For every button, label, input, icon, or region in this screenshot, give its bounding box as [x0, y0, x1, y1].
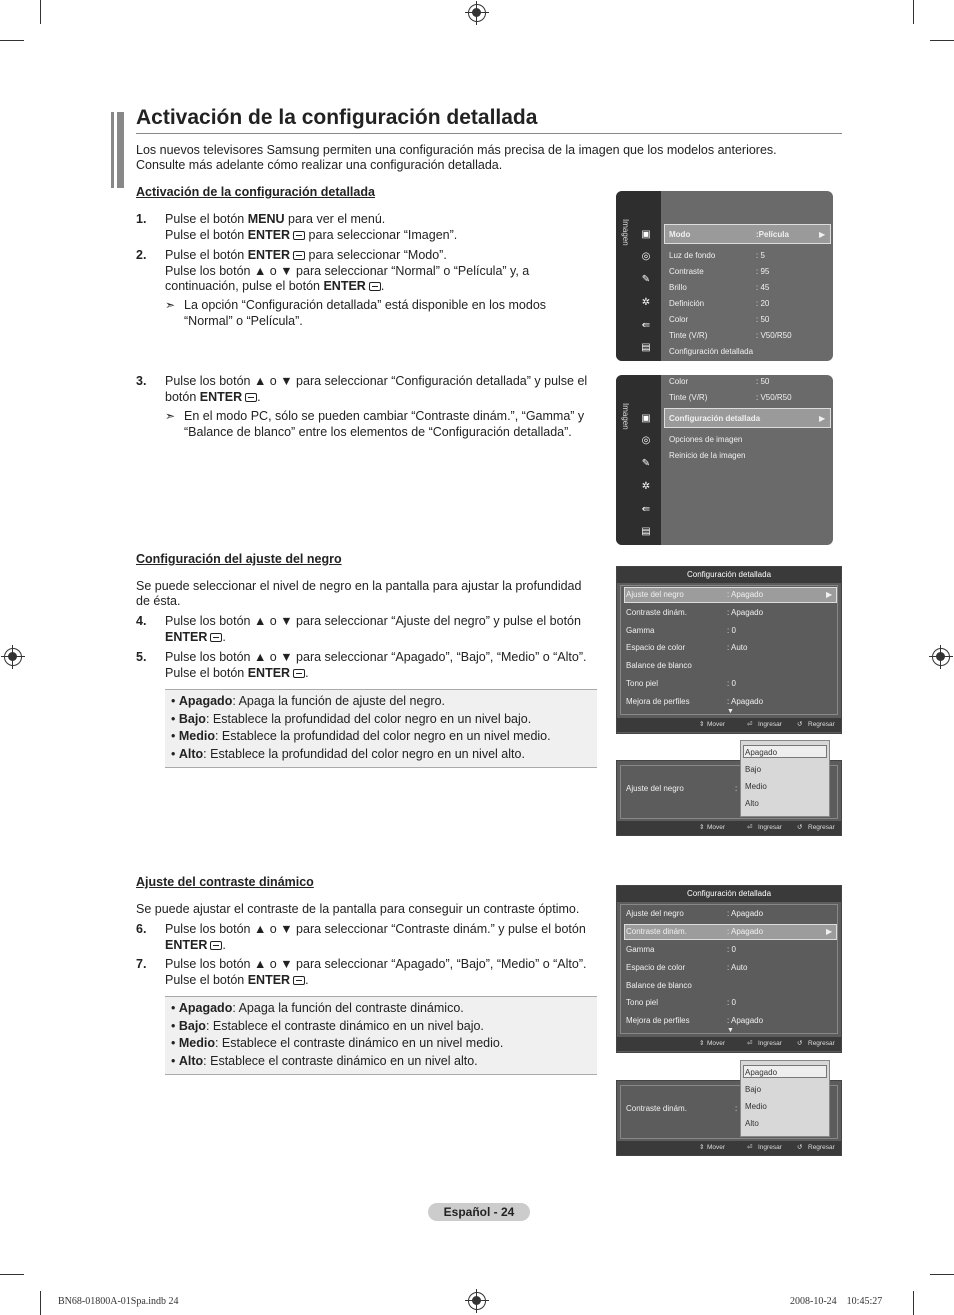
menu-row-label[interactable]: Contraste: [669, 267, 704, 276]
menu-row-label[interactable]: Tono piel: [626, 679, 659, 688]
tv-menu-screen-imagen: [616, 191, 833, 361]
step-line: continuación, pulse el botón ENTER .: [165, 279, 385, 293]
intro-text: Los nuevos televisores Samsung permiten una configuración más precisa de la imagen que los modelos anteriores. Consulte más adelante cómo realizar una configuración detallada.: [136, 143, 777, 172]
crop-mark: [40, 0, 41, 24]
bullet-item: • Alto: Establece la profundidad del color negro en un nivel alto.: [171, 747, 525, 762]
menu-row-value: : Apagado: [727, 1016, 764, 1025]
step-1: [165, 212, 605, 243]
title-rule: [136, 133, 842, 134]
footer-enter: Ingresar: [758, 824, 782, 831]
enter-icon: [293, 669, 305, 678]
step-number: 5.: [136, 650, 147, 664]
step-line: Pulse los botón ▲ o ▼ para seleccionar “Configuración detallada” y pulse el: [165, 374, 588, 388]
menu-row-label[interactable]: Contraste dinám.: [626, 608, 687, 617]
menu-row-label[interactable]: Definición: [669, 299, 705, 308]
sound-icon: ◎: [641, 251, 651, 262]
footer-back: Regresar: [808, 824, 835, 831]
step-number: 1.: [136, 212, 147, 226]
menu-sidebar: [616, 375, 661, 545]
enter-icon: [245, 393, 257, 402]
note-line: La opción “Configuración detallada” está disponible en los modos: [184, 298, 547, 312]
menu-row-label[interactable]: Reinicio de la imagen: [669, 451, 746, 460]
section-intro: [136, 579, 606, 609]
bullet-item: • Medio: Establece la profundidad del color negro en un nivel medio.: [171, 729, 551, 744]
crop-mark: [930, 1274, 954, 1275]
registration-mark-icon: [932, 648, 950, 666]
sound-icon: ◎: [641, 435, 651, 446]
menu-row-label[interactable]: Balance de blanco: [626, 661, 692, 670]
enter-icon: [293, 976, 305, 985]
step-5: [165, 650, 605, 681]
menu-row-label[interactable]: Balance de blanco: [626, 981, 692, 990]
footer-move: Mover: [707, 721, 726, 728]
menu-row-label[interactable]: Tono piel: [626, 998, 659, 1007]
intro-line: de ésta.: [136, 594, 181, 608]
step-line: Pulse el botón ENTER .: [165, 665, 309, 680]
chevron-right-icon: ▶: [826, 927, 833, 936]
menu-row-label[interactable]: Configuración detallada: [669, 347, 754, 356]
tv-menu-detailed-settings: [616, 566, 842, 734]
bullet-item: • Apagado: Apaga la función de ajuste del negro.: [171, 694, 446, 708]
dropdown-option[interactable]: Apagado: [745, 1068, 778, 1077]
menu-row-value: : 50: [756, 315, 770, 324]
print-timestamp: 2008-10-24 10:45:27: [790, 1296, 883, 1307]
input-icon: ⇚: [641, 504, 651, 515]
menu-row-value: :Película: [756, 230, 789, 239]
footer-enter: Ingresar: [758, 721, 782, 728]
channel-icon: ✎: [641, 458, 651, 469]
menu-row-label[interactable]: Color: [669, 315, 689, 324]
menu-row-value: : 20: [756, 299, 770, 308]
dropdown-option[interactable]: Bajo: [745, 1085, 762, 1094]
crop-mark: [930, 40, 954, 41]
menu-row-label[interactable]: Espacio de color: [626, 643, 686, 652]
enter-icon: [293, 231, 305, 240]
dropdown-option[interactable]: Alto: [745, 1119, 759, 1128]
section-heading: Activación de la configuración detallada: [136, 185, 375, 199]
registration-mark-icon: [468, 1292, 486, 1310]
menu-footer: [617, 821, 841, 835]
menu-row-label[interactable]: Gamma: [626, 945, 655, 954]
dropdown-options[interactable]: [740, 1060, 830, 1137]
title-bar-decoration: [114, 112, 117, 188]
menu-row-label[interactable]: Modo: [669, 230, 691, 239]
picture-icon: ▣: [641, 413, 651, 424]
menu-row-label[interactable]: Espacio de color: [626, 963, 686, 972]
menu-footer: [617, 1037, 841, 1051]
menu-row-label[interactable]: Gamma: [626, 626, 655, 635]
menu-row-value: : Apagado: [727, 697, 764, 706]
menu-vertical-label: Imagen: [621, 403, 630, 430]
step-line: Pulse los botón ▲ o ▼ para seleccionar “Apagado”, “Bajo”, “Medio” o “Alto”.: [165, 650, 587, 664]
menu-row-label[interactable]: Configuración detallada: [669, 414, 761, 423]
menu-row-value: : Auto: [727, 963, 748, 972]
footer-move: Mover: [707, 1144, 726, 1151]
bullet-item: • Bajo: Establece el contraste dinámico en un nivel bajo.: [171, 1018, 484, 1033]
setup-icon: ✲: [641, 481, 651, 492]
note-line: “Balance de blanco” entre los elementos de “Configuración detallada”.: [184, 424, 572, 439]
section-heading: Ajuste del contraste dinámico: [136, 875, 314, 889]
step-line: Pulse el botón MENU para ver el menú.: [165, 212, 386, 226]
menu-row-value: : 5: [756, 251, 765, 260]
step-number: 3.: [136, 374, 147, 388]
menu-row-value: : Apagado: [727, 590, 764, 599]
step-line: Pulse el botón ENTER para seleccionar “Modo”.: [165, 248, 447, 262]
step-6: [165, 922, 605, 953]
step-4: [165, 614, 605, 645]
menu-row-label[interactable]: Ajuste del negro: [626, 590, 684, 599]
crop-mark: [0, 40, 24, 41]
dropdown-option[interactable]: Bajo: [745, 765, 762, 774]
dropdown-option[interactable]: Medio: [745, 1102, 767, 1111]
enter-icon: [293, 251, 305, 260]
menu-row-label[interactable]: Luz de fondo: [669, 251, 716, 260]
page-title: Activación de la configuración detallada: [136, 106, 538, 129]
footer-back: Regresar: [808, 1040, 835, 1047]
step-line: ENTER .: [165, 629, 226, 644]
note-line: En el modo PC, sólo se pueden cambiar “Contraste dinám.”, “Gamma” y: [184, 409, 585, 423]
menu-row-label[interactable]: Color: [669, 377, 689, 386]
note-2: [184, 409, 609, 440]
section-heading: Configuración del ajuste del negro: [136, 552, 342, 566]
file-info: BN68-01800A-01Spa.indb 24: [58, 1296, 179, 1307]
note-1: [184, 298, 609, 329]
return-icon: ↺: [797, 824, 803, 831]
menu-row-label[interactable]: Contraste dinám.: [626, 1104, 687, 1113]
menu-vertical-label: Imagen: [621, 219, 630, 246]
tv-menu-screen-imagen-scrolled: [616, 375, 833, 545]
enter-icon: [210, 633, 222, 642]
updown-icon: ⇕: [699, 824, 705, 831]
options-box: [165, 996, 597, 1075]
footer-back: Regresar: [808, 1144, 835, 1151]
page-number-badge: Español - 24: [428, 1203, 530, 1221]
chevron-right-icon: ▶: [819, 414, 826, 423]
menu-row-label[interactable]: Opciones de imagen: [669, 435, 743, 444]
step-line: Pulse los botón ▲ o ▼ para seleccionar “Ajuste del negro” y pulse el botón: [165, 614, 581, 628]
menu-row-label[interactable]: Mejora de perfiles: [626, 697, 690, 706]
enter-icon: [369, 282, 381, 291]
application-icon: ▤: [641, 526, 651, 537]
menu-row-label[interactable]: Ajuste del negro: [626, 784, 684, 793]
return-icon: ↺: [797, 1040, 803, 1047]
setup-icon: ✲: [641, 297, 651, 308]
bullet-item: • Alto: Establece el contraste dinámico en un nivel alto.: [171, 1054, 478, 1069]
menu-row-value: : 0: [727, 945, 736, 954]
enter-icon: ⏎: [747, 1040, 753, 1047]
picture-icon: ▣: [641, 229, 651, 240]
menu-footer: [617, 1141, 841, 1155]
bullet-item: • Medio: Establece el contraste dinámico en un nivel medio.: [171, 1036, 504, 1051]
step-line: botón ENTER .: [165, 389, 261, 404]
menu-row-value: : 95: [756, 267, 770, 276]
scroll-down-icon: ▼: [727, 1027, 734, 1034]
menu-footer: [617, 718, 841, 732]
menu-row-label[interactable]: Mejora de perfiles: [626, 1016, 690, 1025]
dropdown-option[interactable]: Apagado: [745, 748, 778, 757]
step-number: 4.: [136, 614, 147, 628]
bullet-item: • Apagado: Apaga la función del contraste dinámico.: [171, 1001, 464, 1015]
enter-icon: [210, 941, 222, 950]
section-intro: Se puede ajustar el contraste de la pantalla para conseguir un contraste óptimo.: [136, 902, 580, 916]
crop-mark: [913, 0, 914, 24]
title-bar-decoration: [111, 112, 124, 188]
note-line: “Normal” o “Película”.: [184, 313, 303, 328]
step-2: [165, 248, 605, 295]
return-icon: ↺: [797, 721, 803, 728]
menu-row-value: : Apagado: [727, 909, 764, 918]
intro-line: Se puede seleccionar el nivel de negro en la pantalla para ajustar la profundidad: [136, 579, 582, 593]
channel-icon: ✎: [641, 274, 651, 285]
return-icon: ↺: [797, 1144, 803, 1151]
menu-title: Configuración detallada: [617, 886, 841, 902]
tv-menu-detailed-settings-contrast: [616, 885, 842, 1053]
updown-icon: ⇕: [699, 721, 705, 728]
note-arrow-icon: ➣: [165, 298, 176, 312]
dropdown-option[interactable]: Alto: [745, 799, 759, 808]
enter-icon: ⏎: [747, 824, 753, 831]
menu-sidebar: [616, 191, 661, 361]
footer-enter: Ingresar: [758, 1144, 782, 1151]
menu-row-value: : V50/R50: [756, 393, 792, 402]
menu-row-value: : Apagado: [727, 927, 764, 936]
step-line: Pulse los botón ▲ o ▼ para seleccionar “Apagado”, “Bajo”, “Medio” o “Alto”.: [165, 957, 587, 971]
menu-row-colon: :: [735, 1104, 738, 1113]
options-box: [165, 689, 597, 768]
footer-move: Mover: [707, 1040, 726, 1047]
footer-enter: Ingresar: [758, 1040, 782, 1047]
menu-row-value: : 45: [756, 283, 770, 292]
bullet-item: • Bajo: Establece la profundidad del color negro en un nivel bajo.: [171, 711, 532, 726]
step-number: 2.: [136, 248, 147, 262]
step-number: 6.: [136, 922, 147, 936]
menu-row-value: : 0: [727, 626, 736, 635]
footer-move: Mover: [707, 824, 726, 831]
application-icon: ▤: [641, 342, 651, 353]
menu-row-label[interactable]: Brillo: [669, 283, 687, 292]
dropdown-option[interactable]: Medio: [745, 782, 767, 791]
menu-row-label[interactable]: Contraste dinám.: [626, 927, 687, 936]
step-line: Pulse el botón ENTER para seleccionar “Imagen”.: [165, 227, 458, 242]
menu-row-value: : 0: [727, 679, 736, 688]
menu-row-value: : 0: [727, 998, 736, 1007]
registration-mark-icon: [468, 4, 486, 22]
menu-row-label[interactable]: Tinte (V/R): [669, 393, 708, 402]
enter-icon: ⏎: [747, 1144, 753, 1151]
step-3: [165, 374, 605, 405]
input-icon: ⇚: [641, 320, 651, 331]
chevron-right-icon: ▶: [826, 590, 833, 599]
menu-row-label[interactable]: Tinte (V/R): [669, 331, 708, 340]
note-arrow-icon: ➣: [165, 409, 176, 423]
crop-mark: [913, 1291, 914, 1315]
step-line: Pulse los botón ▲ o ▼ para seleccionar “Normal” o “Película” y, a: [165, 263, 530, 278]
enter-icon: ⏎: [747, 721, 753, 728]
scroll-down-icon: ▼: [727, 708, 734, 715]
menu-row-value: : Auto: [727, 643, 748, 652]
crop-mark: [40, 1291, 41, 1315]
chevron-right-icon: ▶: [819, 230, 826, 239]
menu-row-value: : Apagado: [727, 608, 764, 617]
step-number: 7.: [136, 957, 147, 971]
updown-icon: ⇕: [699, 1040, 705, 1047]
dropdown-options[interactable]: [740, 740, 830, 817]
menu-row-value: : 50: [756, 377, 770, 386]
footer-back: Regresar: [808, 721, 835, 728]
step-line: Pulse el botón ENTER .: [165, 972, 309, 987]
menu-row-colon: :: [735, 784, 738, 793]
step-line: Pulse los botón ▲ o ▼ para seleccionar “Contraste dinám.” y pulse el botón: [165, 922, 586, 936]
registration-mark-icon: [4, 648, 22, 666]
updown-icon: ⇕: [699, 1144, 705, 1151]
menu-row-value: : V50/R50: [756, 331, 792, 340]
step-line: ENTER .: [165, 937, 226, 952]
crop-mark: [0, 1274, 24, 1275]
menu-row-label[interactable]: Ajuste del negro: [626, 909, 684, 918]
step-7: [165, 957, 605, 988]
menu-title: Configuración detallada: [617, 567, 841, 583]
